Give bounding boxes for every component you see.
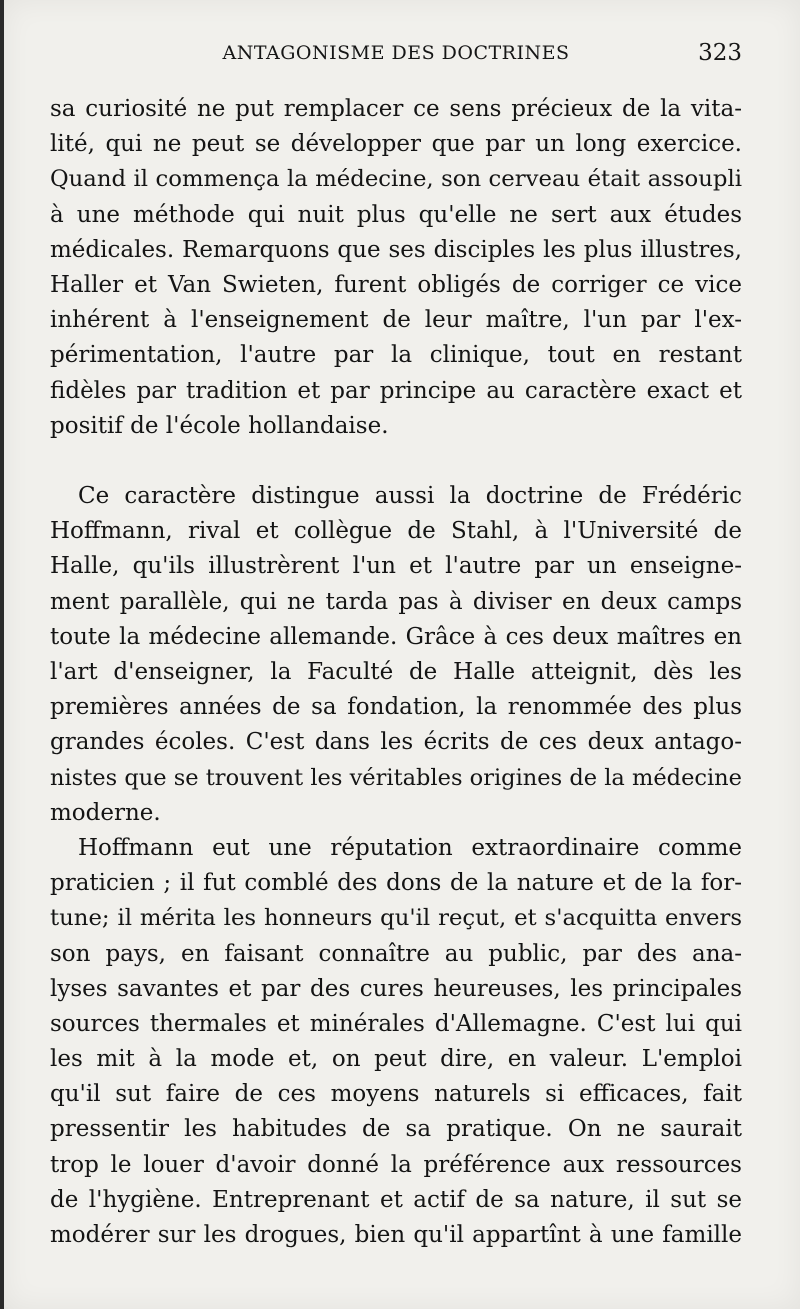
text-line: Quand il commença la médecine, son cerveau était assoupli	[50, 166, 742, 193]
text-line: nistes que se trouvent les véritables origines de la médecine	[50, 764, 742, 791]
text-line: trop le louer d'avoir donné la préférence aux ressources	[50, 1151, 742, 1178]
text-line: sources thermales et minérales d'Allemagne. C'est lui qui	[50, 1010, 742, 1037]
paragraph	[50, 479, 742, 831]
page-header	[50, 42, 742, 74]
text-line: son pays, en faisant connaître au public, par des ana-	[50, 940, 742, 967]
text-line: médicales. Remarquons que ses disciples les plus illustres,	[50, 236, 742, 263]
text-line: premières années de sa fondation, la renommée des plus	[50, 694, 742, 721]
text-line: toute la médecine allemande. Grâce à ces deux maîtres en	[50, 623, 742, 650]
text-line: grandes écoles. C'est dans les écrits de ces deux antago-	[50, 729, 742, 756]
paragraph-gap	[50, 444, 742, 479]
text-line: Ce caractère distingue aussi la doctrine de Frédéric	[78, 483, 742, 510]
text-line: pressentir les habitudes de sa pratique. On ne saurait	[50, 1116, 742, 1143]
text-line: sa curiosité ne put remplacer ce sens précieux de la vita-	[50, 96, 742, 122]
text-line: ment parallèle, qui ne tarda pas à diviser en deux camps	[50, 588, 742, 615]
text-line: moderne.	[50, 799, 161, 826]
text-line: modérer sur les drogues, bien qu'il appartînt à une famille	[50, 1222, 742, 1248]
text-line: lité, qui ne peut se développer que par un long exercice.	[50, 131, 742, 158]
paragraph	[50, 92, 742, 444]
text-line: Haller et Van Swieten, furent obligés de corriger ce vice	[50, 271, 742, 298]
text-line: tune; il mérita les honneurs qu'il reçut, et s'acquitta envers	[50, 905, 742, 932]
text-line: l'art d'enseigner, la Faculté de Halle atteignit, dès les	[50, 659, 742, 685]
text-line: de l'hygiène. Entreprenant et actif de sa nature, il sut se	[50, 1186, 742, 1213]
text-line: positif de l'école hollandaise.	[50, 412, 389, 439]
text-line: Hoffmann eut une réputation extraordinaire comme	[78, 834, 742, 861]
text-line: fidèles par tradition et par principe au caractère exact et	[50, 377, 742, 404]
text-line: lyses savantes et par des cures heureuses, les principales	[50, 975, 742, 1002]
text-line: qu'il sut faire de ces moyens naturels si efficaces, fait	[50, 1081, 742, 1108]
text-line: Halle, qu'ils illustrèrent l'un et l'autre par un enseigne-	[50, 553, 742, 580]
page-number: 323	[698, 40, 742, 66]
text-line: périmentation, l'autre par la clinique, tout en restant	[50, 342, 742, 369]
text-line: les mit à la mode et, on peut dire, en valeur. L'emploi	[50, 1046, 742, 1073]
text-line: Hoffmann, rival et collègue de Stahl, à l'Université de	[50, 518, 742, 545]
text-line: à une méthode qui nuit plus qu'elle ne sert aux études	[50, 201, 742, 228]
paragraph	[50, 831, 742, 1253]
text-line: inhérent à l'enseignement de leur maître, l'un par l'ex-	[50, 307, 742, 334]
text-line: praticien ; il fut comblé des dons de la nature et de la for-	[50, 870, 742, 897]
running-title: ANTAGONISME DES DOCTRINES	[222, 42, 570, 64]
body-text	[50, 92, 742, 1253]
book-page	[4, 0, 800, 1309]
